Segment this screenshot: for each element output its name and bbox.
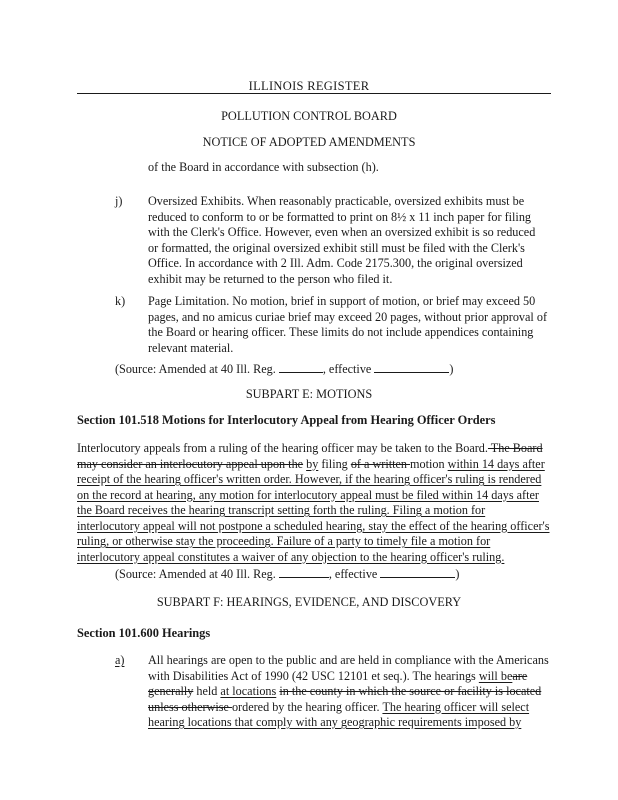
body-line: interlocutory appeal will not postpone a scheduled hearing, stay the effect of the hearing officer's xyxy=(77,518,550,533)
section-101-518-body xyxy=(77,441,557,565)
body-line: unless otherwise ordered by the hearing officer. The hearing officer will select xyxy=(148,699,530,714)
body-line: may consider an interlocutory appeal upon the by filing of a written motion within 14 days after xyxy=(77,456,545,471)
body-line: Interlocutory appeals from a ruling of the hearing officer may be taken to the Board. The Board xyxy=(77,441,543,455)
register-title: ILLINOIS REGISTER xyxy=(248,79,370,93)
body-line: with Disabilities Act of 1990 (42 USC 12101 et seq.). The hearings will beare xyxy=(148,668,528,683)
header-rule xyxy=(77,93,551,94)
body-line: receipt of the hearing officer's written order. However, if the hearing officer's ruling is rendered xyxy=(77,472,542,486)
body-line: the Board receives the hearing transcript setting forth the ruling. Filing a motion for xyxy=(77,503,486,517)
item-k-line: Page Limitation. No motion, brief in support of motion, or brief may exceed 50 xyxy=(148,294,536,308)
effective-blank xyxy=(380,566,455,578)
effective-blank xyxy=(374,361,449,373)
reg-blank xyxy=(279,566,329,578)
subsection-a-marker: a) xyxy=(115,653,125,667)
item-k-line: pages, and no amicus curiae brief may exceed 20 pages, without prior approval of xyxy=(148,309,547,324)
source-note-2: (Source: Amended at 40 Ill. Reg. , effective ) xyxy=(115,567,460,581)
notice-title: NOTICE OF ADOPTED AMENDMENTS xyxy=(202,135,416,149)
subpart-f-title: SUBPART F: HEARINGS, EVIDENCE, AND DISCOVERY xyxy=(156,595,462,609)
body-line: on the record at hearing, any motion for interlocutory appeal must be filed within 14 days after xyxy=(77,487,539,502)
body-line: ruling, or otherwise stay the proceeding. Failure of a party to timely file a motion for xyxy=(77,534,491,548)
item-k-paragraph xyxy=(148,294,547,356)
section-101-600-heading: Section 101.600 Hearings xyxy=(77,626,211,640)
body-line: generally held at locations in the county in which the source or facility is located xyxy=(148,684,542,698)
item-j-marker: j) xyxy=(115,194,123,208)
agency-name: POLLUTION CONTROL BOARD xyxy=(221,109,397,123)
continuation-text: of the Board in accordance with subsection (h). xyxy=(148,160,379,174)
subpart-e-title: SUBPART E: MOTIONS xyxy=(245,387,373,401)
item-j-line: or formatted, the original oversized exhibit still must be filed with the Clerk's xyxy=(148,240,525,255)
item-j-line: with the Clerk's Office. However, even when an oversized exhibit is so reduced xyxy=(148,225,536,239)
body-line: interlocutory appeal constitutes a waiver of any objection to the hearing officer's ruling. xyxy=(77,549,505,564)
item-k-line: the Board or hearing officer. These limits do not include appendices containing xyxy=(148,325,534,339)
body-line: hearing locations that comply with any geographic requirements imposed by xyxy=(148,715,522,729)
body-line: All hearings are open to the public and are held in compliance with the Americans xyxy=(148,653,549,667)
item-j-line: reduced to conform to or be formatted to print on 8½ x 11 inch paper for filing xyxy=(148,209,532,224)
section-101-600-a-body xyxy=(148,653,549,731)
item-j-line: Oversized Exhibits. When reasonably practicable, oversized exhibits must be xyxy=(148,194,525,208)
item-k-marker: k) xyxy=(115,294,126,308)
section-101-518-heading: Section 101.518 Motions for Interlocutory Appeal from Hearing Officer Orders xyxy=(77,413,496,427)
item-j-line: exhibit may be returned to the person who filed it. xyxy=(148,271,393,286)
item-j-paragraph xyxy=(148,194,535,287)
item-j-line: Office. In accordance with 2 Ill. Adm. Code 2175.300, the original oversized xyxy=(148,256,523,270)
item-k-line: relevant material. xyxy=(148,340,234,355)
reg-blank xyxy=(279,361,323,373)
source-note-1: (Source: Amended at 40 Ill. Reg. , effective ) xyxy=(115,362,454,376)
